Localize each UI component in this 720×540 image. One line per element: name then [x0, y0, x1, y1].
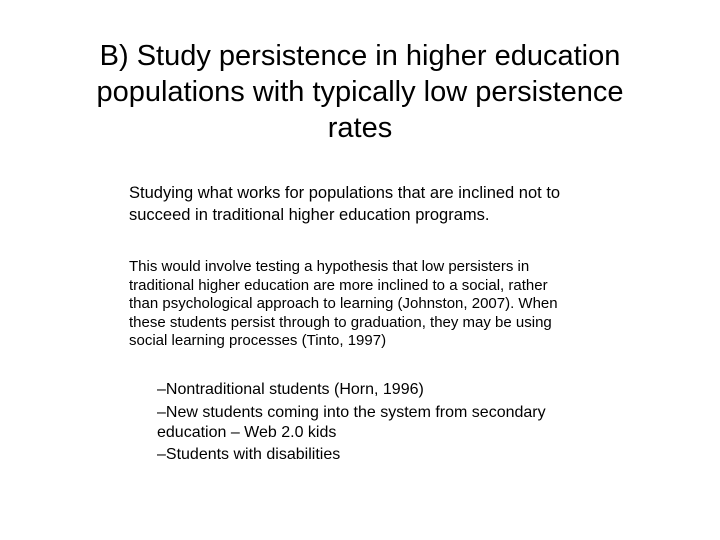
- slide-title-line: rates: [327, 112, 393, 144]
- list-item-text: –Students with disabilities: [157, 446, 341, 463]
- intro-line: Studying what works for populations that are inclined not to: [129, 184, 561, 202]
- list-item-text: education – Web 2.0 kids: [157, 423, 337, 441]
- list-item-new-students: [157, 403, 657, 443]
- population-list: [157, 380, 657, 468]
- intro-line: succeed in traditional higher education programs.: [129, 205, 490, 224]
- hypothesis-line: than psychological approach to learning (Johnston, 2007). When: [129, 295, 558, 312]
- hypothesis-line: these students persist through to graduation, they may be using: [129, 313, 552, 331]
- hypothesis-line: This would involve testing a hypothesis that low persisters in: [129, 258, 530, 275]
- hypothesis-paragraph: [129, 258, 669, 351]
- slide-title: [40, 38, 680, 146]
- hypothesis-line: traditional higher education are more inclined to a social, rather: [129, 276, 548, 294]
- hypothesis-line: social learning processes (Tinto, 1997): [129, 332, 387, 349]
- list-item-disabilities: [157, 445, 657, 465]
- slide-title-line: populations with typically low persistence: [96, 76, 624, 108]
- list-item-text: –New students coming into the system from secondary: [157, 403, 546, 421]
- list-item-text: –Nontraditional students (Horn, 1996): [157, 381, 424, 398]
- list-item-nontraditional: [157, 380, 657, 400]
- slide-title-line: B) Study persistence in higher education: [99, 40, 621, 72]
- intro-paragraph: [129, 183, 689, 226]
